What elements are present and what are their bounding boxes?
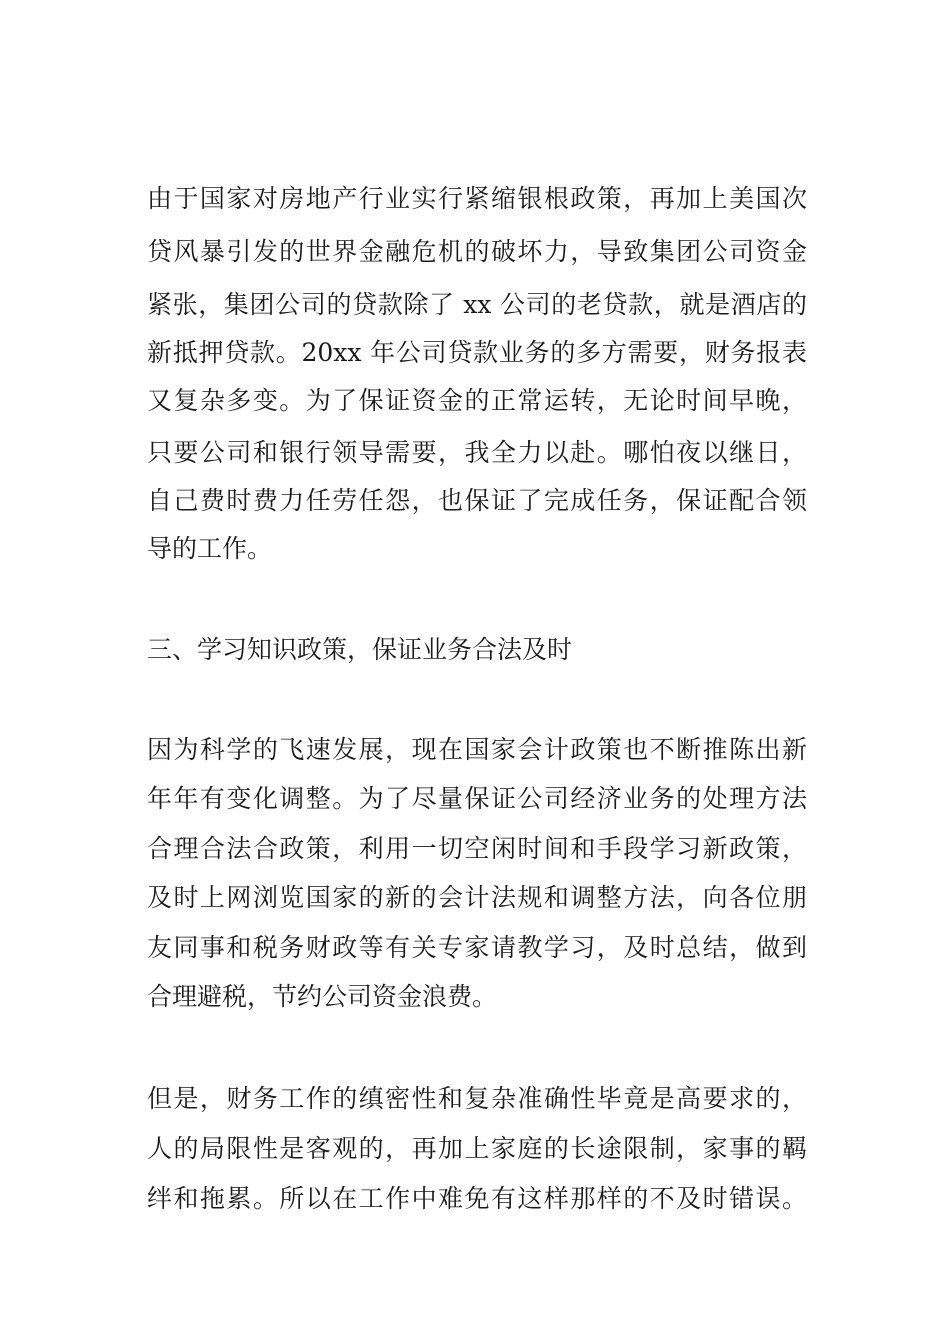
paragraph-3-line: 绊和拖累。所以在工作中难免有这样那样的不及时错误。 xyxy=(147,1184,807,1213)
paragraph-2-line: 合理避税，节约公司资金浪费。 xyxy=(147,982,498,1011)
paragraph-1-line: 紧张，集团公司的贷款除了 xx 公司的老贷款，就是酒店的 xyxy=(147,290,807,319)
paragraph-3-line: 但是，财务工作的缜密性和复杂准确性毕竟是高要求的， xyxy=(147,1084,807,1113)
paragraph-1-line: 只要公司和银行领导需要，我全力以赴。哪怕夜以继日， xyxy=(147,438,807,467)
paragraph-2-line: 年年有变化调整。为了尽量保证公司经济业务的处理方法 xyxy=(147,784,807,813)
paragraph-1-line: 贷风暴引发的世界金融危机的破坏力，导致集团公司资金 xyxy=(147,237,807,266)
paragraph-3-line: 人的局限性是客观的，再加上家庭的长途限制，家事的羁 xyxy=(147,1134,807,1163)
paragraph-1-line: 又复杂多变。为了保证资金的正常运转，无论时间早晚， xyxy=(147,386,807,415)
paragraph-2-line: 友同事和税务财政等有关专家请教学习，及时总结，做到 xyxy=(147,933,807,962)
paragraph-2-line: 合理合法合政策，利用一切空闲时间和手段学习新政策， xyxy=(147,834,807,863)
section-heading: 三、学习知识政策，保证业务合法及时 xyxy=(147,635,573,664)
paragraph-1-line: 导的工作。 xyxy=(147,534,273,563)
paragraph-2-line: 因为科学的飞速发展，现在国家会计政策也不断推陈出新 xyxy=(147,735,807,764)
paragraph-1-line: 由于国家对房地产行业实行紧缩银根政策，再加上美国次 xyxy=(147,184,807,213)
paragraph-1-line: 自己费时费力任劳任怨，也保证了完成任务，保证配合领 xyxy=(147,486,807,515)
paragraph-1-line: 新抵押贷款。20xx 年公司贷款业务的多方需要，财务报表 xyxy=(147,338,807,367)
paragraph-2-line: 及时上网浏览国家的新的会计法规和调整方法，向各位朋 xyxy=(147,883,807,912)
